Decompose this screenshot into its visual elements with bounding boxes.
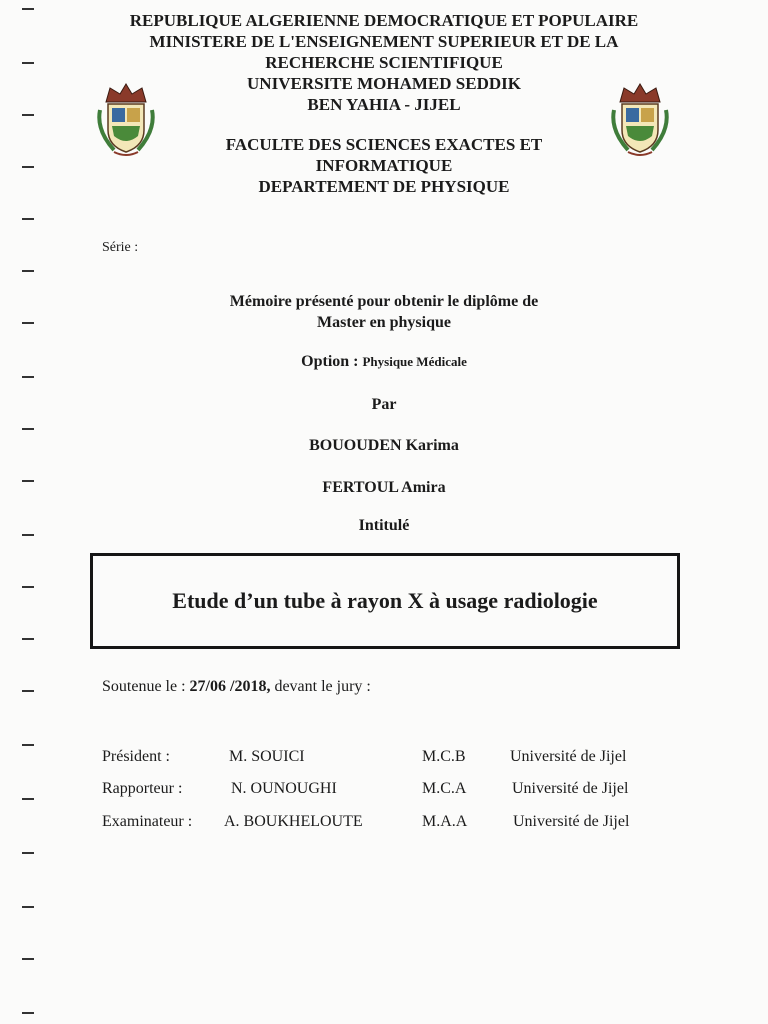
- jury-name: N. OUNOUGHI: [231, 780, 337, 797]
- binding-tick: [22, 376, 34, 378]
- binding-tick: [22, 428, 34, 430]
- soutenance-date: 27/06 /2018,: [189, 678, 271, 695]
- soutenance-prefix: Soutenue le :: [102, 678, 190, 695]
- memoire-line-1: Mémoire présenté pour obtenir le diplôme de: [229, 293, 539, 310]
- jury-name: M. SOUICI: [229, 748, 305, 765]
- header-ministry: MINISTERE DE L'ENSEIGNEMENT SUPERIEUR ET DE LA: [149, 32, 619, 51]
- jury-grade: M.C.A: [422, 780, 467, 797]
- binding-tick: [22, 218, 34, 220]
- soutenance-suffix: devant le jury :: [270, 678, 371, 695]
- jury-grade: M.C.B: [422, 748, 466, 765]
- thesis-title: Etude d’un tube à rayon X à usage radiologie: [172, 588, 598, 613]
- jury-university: Université de Jijel: [513, 813, 630, 830]
- binding-tick: [22, 798, 34, 800]
- thesis-title-box: [90, 553, 680, 649]
- binding-tick: [22, 744, 34, 746]
- binding-tick: [22, 906, 34, 908]
- header-republic: REPUBLIQUE ALGERIENNE DEMOCRATIQUE ET POPULAIRE: [129, 11, 639, 30]
- university-seal-right: [608, 80, 672, 158]
- jury-name: A. BOUKHELOUTE: [224, 813, 363, 830]
- header-city: BEN YAHIA - JIJEL: [307, 95, 461, 114]
- university-seal-left: [94, 80, 158, 158]
- binding-tick: [22, 586, 34, 588]
- intitule-label: Intitulé: [358, 517, 410, 534]
- jury-role: Président :: [102, 748, 170, 765]
- binding-tick: [22, 1012, 34, 1014]
- binding-tick: [22, 638, 34, 640]
- author-1: BOUOUDEN Karima: [309, 437, 459, 454]
- soutenance-line: [102, 678, 371, 696]
- jury-role: Rapporteur :: [102, 780, 183, 797]
- jury-grade: M.A.A: [422, 813, 468, 830]
- par-label: Par: [371, 396, 397, 413]
- header-research: RECHERCHE SCIENTIFIQUE: [265, 53, 503, 72]
- header-university: UNIVERSITE MOHAMED SEDDIK: [247, 74, 521, 93]
- header-department: DEPARTEMENT DE PHYSIQUE: [258, 177, 510, 196]
- option-line: [0, 353, 768, 371]
- binding-tick: [22, 270, 34, 272]
- memoire-line-2: Master en physique: [317, 314, 451, 331]
- serie-label: Série :: [102, 240, 139, 255]
- option-label: Option :: [301, 353, 363, 370]
- binding-tick: [22, 852, 34, 854]
- author-2: FERTOUL Amira: [322, 479, 446, 496]
- binding-tick: [22, 958, 34, 960]
- header-faculty: FACULTE DES SCIENCES EXACTES ET: [225, 135, 543, 154]
- binding-tick: [22, 690, 34, 692]
- jury-role: Examinateur :: [102, 813, 193, 830]
- header-faculty-2: INFORMATIQUE: [315, 156, 453, 175]
- jury-university: Université de Jijel: [510, 748, 627, 765]
- jury-university: Université de Jijel: [512, 780, 629, 797]
- option-value: Physique Médicale: [362, 354, 467, 369]
